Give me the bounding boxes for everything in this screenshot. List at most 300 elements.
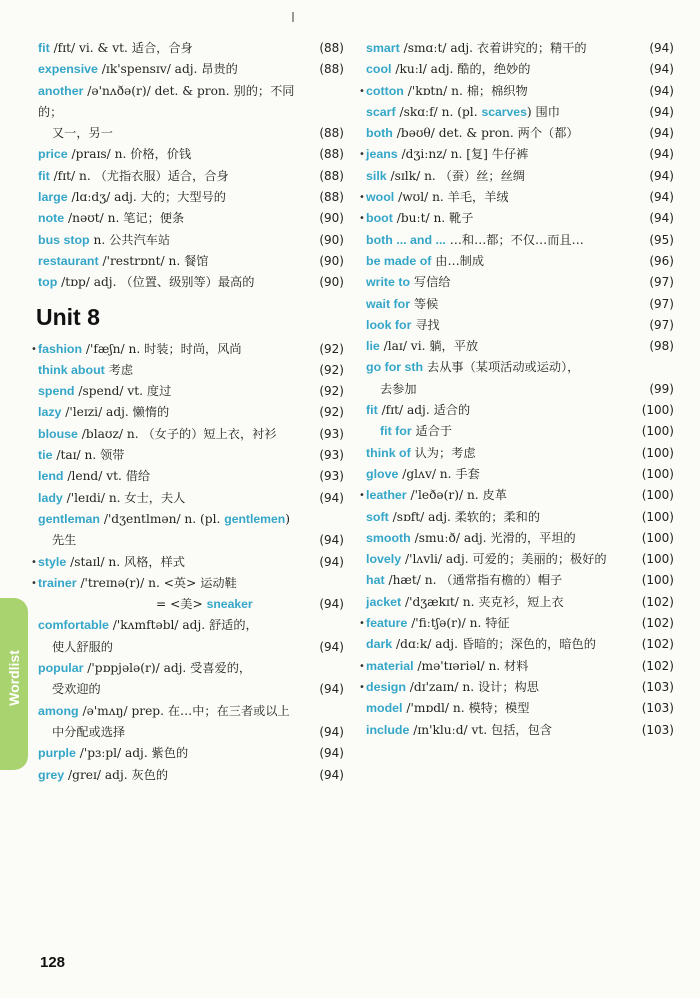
entry-line <box>38 41 193 55</box>
page-reference: (94) <box>649 104 674 119</box>
right-column <box>359 38 674 741</box>
list-item <box>366 102 674 123</box>
entry-line <box>38 190 226 204</box>
definition: /'leɪdi/ n. 女士，夫人 <box>62 490 186 505</box>
definition: /buːt/ n. 靴子 <box>392 211 474 226</box>
headword: fit <box>38 41 50 55</box>
headword: top <box>38 275 58 290</box>
page-reference: (92) <box>319 362 344 377</box>
definition: /spend/ vt. 度过 <box>74 384 172 399</box>
definition: /dɑːk/ adj. 昏暗的；深色的，暗色的 <box>392 637 596 652</box>
page-reference: (97) <box>649 317 674 332</box>
headword: cool <box>366 62 392 77</box>
page-reference: (96) <box>649 253 674 268</box>
headword: large <box>38 190 68 205</box>
headword: among <box>38 703 79 718</box>
page-reference: (100) <box>641 509 674 524</box>
page-reference: (97) <box>649 275 674 290</box>
list-item <box>359 208 674 229</box>
list-item <box>38 424 344 445</box>
page-reference: (92) <box>319 341 344 356</box>
entry-line <box>38 342 242 356</box>
page-reference: (88) <box>319 126 344 141</box>
headword: jacket <box>366 594 402 609</box>
entry-line <box>366 126 579 140</box>
definition: /'leðə(r)/ n. 皮革 <box>406 488 507 503</box>
side-tab <box>0 598 28 770</box>
entry-line <box>366 84 528 98</box>
definition: 写信给 <box>410 275 451 290</box>
entry-line <box>366 595 564 609</box>
headword: restaurant <box>38 253 99 268</box>
list-item <box>366 592 674 613</box>
definition: /skɑːf/ n. (pl. <box>395 104 482 119</box>
entry-line <box>366 659 528 673</box>
list-item <box>38 743 344 764</box>
page-reference: (100) <box>641 552 674 567</box>
definition-continued: 受欢迎的 <box>52 682 101 697</box>
list-item <box>38 38 344 59</box>
entry-line <box>38 618 258 632</box>
headword: fit <box>38 168 50 183</box>
page-reference: (94) <box>319 597 344 612</box>
page-reference: (94) <box>649 168 674 183</box>
page-reference: (94) <box>649 62 674 77</box>
definition: /laɪ/ vi. 躺，平放 <box>379 339 479 354</box>
headword: design <box>366 679 406 694</box>
page-reference: (94) <box>649 190 674 205</box>
definition: /bəʊθ/ det. & pron. 两个（都） <box>392 126 579 141</box>
entry-line <box>366 147 528 161</box>
side-tab-label: Wordlist <box>6 650 22 706</box>
page-reference: (94) <box>649 41 674 55</box>
entry-line <box>38 363 133 377</box>
equivalent-word: sneaker <box>206 597 253 612</box>
list-item <box>38 230 344 251</box>
definition: 由…制成 <box>431 253 485 268</box>
headword: fit <box>366 403 378 418</box>
headword: cotton <box>366 83 404 98</box>
definition-continued: 使人舒服的 <box>52 639 113 654</box>
entry-line <box>366 637 596 651</box>
list-item <box>359 613 674 634</box>
headword: scarf <box>366 104 396 119</box>
definition: /ɪk'spensɪv/ adj. 昂贵的 <box>97 62 238 77</box>
bullet-dot: • <box>359 149 365 161</box>
list-item <box>38 81 344 145</box>
page-reference: (93) <box>319 469 344 484</box>
entry-line <box>366 531 576 545</box>
entry-line <box>366 41 587 55</box>
page-reference: (94) <box>319 554 344 569</box>
definition: /'pɒpjələ(r)/ adj. 受喜爱的， <box>83 661 252 676</box>
definition: /greɪ/ adj. 灰色的 <box>64 767 169 782</box>
definition: /'dʒækɪt/ n. 夹克衫，短上衣 <box>401 594 564 609</box>
entry-line <box>366 446 476 460</box>
bullet-dot: • <box>359 192 365 204</box>
list-item <box>38 466 344 487</box>
unit-word-list <box>31 339 344 786</box>
list-item <box>366 634 674 655</box>
page-reference: (97) <box>649 296 674 311</box>
definition: /smuːð/ adj. 光滑的，平坦的 <box>410 530 576 545</box>
list-item <box>366 315 674 336</box>
list-item <box>366 59 674 80</box>
page-reference: (100) <box>641 445 674 460</box>
definition-continued: 中分配或选择 <box>52 724 126 739</box>
definition: /taɪ/ n. 领带 <box>52 448 125 463</box>
list-item <box>38 144 344 165</box>
definition: /praɪs/ n. 价格，价钱 <box>67 147 192 162</box>
list-item <box>38 187 344 208</box>
page-reference: (102) <box>641 616 674 631</box>
page-reference: (100) <box>641 573 674 588</box>
headword: popular <box>38 661 84 676</box>
headword: include <box>366 722 410 737</box>
definition: /dʒiːnz/ n. [复] 牛仔裤 <box>397 147 529 162</box>
list-item <box>359 485 674 506</box>
bullet-dot: • <box>31 556 37 568</box>
headword: go for sth <box>366 360 424 375</box>
page-reference: (94) <box>649 126 674 141</box>
definition-tail: ) <box>285 511 290 526</box>
left-top-list <box>38 38 344 294</box>
page-reference: (102) <box>641 637 674 652</box>
list-item <box>38 402 344 423</box>
headword: boot <box>366 211 393 226</box>
definition-continued: 先生 <box>52 533 77 548</box>
definition: /sɒft/ adj. 柔软的；柔和的 <box>388 509 541 524</box>
headword: silk <box>366 168 387 183</box>
headword: wait for <box>366 296 411 311</box>
page-reference: (100) <box>641 403 674 418</box>
page-reference: (92) <box>319 405 344 420</box>
headword: smooth <box>366 530 411 545</box>
list-item <box>359 187 674 208</box>
headword: feature <box>366 616 408 631</box>
entry-line <box>366 254 484 268</box>
list-item <box>38 488 344 509</box>
page-reference: (100) <box>641 530 674 545</box>
list-item <box>366 400 674 421</box>
list-item <box>366 272 674 293</box>
headword: comfortable <box>38 618 109 633</box>
definition: /dɪ'zaɪn/ n. 设计；构思 <box>405 679 539 694</box>
headword: hat <box>366 573 385 588</box>
headword: soft <box>366 509 389 524</box>
entry-line <box>38 746 188 760</box>
equivalent-prefix: = <美> <box>156 597 207 612</box>
definition: /fɪt/ n. （尤指衣服）适合，合身 <box>49 168 229 183</box>
page-reference: (100) <box>641 424 674 439</box>
definition: /tɒp/ adj. （位置、级别等）最高的 <box>57 275 255 290</box>
entry-line <box>38 147 191 161</box>
definition: …和…都；不仅…而且… <box>445 232 584 247</box>
headword: write to <box>366 275 411 290</box>
bullet-dot: • <box>31 343 37 355</box>
entry-line <box>366 467 480 481</box>
headword: lend <box>38 469 64 484</box>
page-reference: (94) <box>649 83 674 98</box>
list-item <box>38 208 344 229</box>
headword: note <box>38 211 65 226</box>
list-item <box>38 615 344 658</box>
definition: 寻找 <box>411 317 440 332</box>
page-reference: (88) <box>319 190 344 205</box>
list-item <box>366 507 674 528</box>
page-reference: (92) <box>319 384 344 399</box>
page-reference: (94) <box>319 682 344 697</box>
entry-line <box>38 555 185 569</box>
list-item <box>366 357 674 400</box>
plural-form: gentlemen <box>224 511 286 526</box>
bullet-dot: • <box>359 660 365 672</box>
definition: /kuːl/ adj. 酷的，绝妙的 <box>391 62 531 77</box>
list-item <box>359 81 674 102</box>
list-item <box>38 166 344 187</box>
headword: wool <box>366 190 395 205</box>
page-reference: (88) <box>319 147 344 162</box>
definition: /mə'tɪəriəl/ n. 材料 <box>413 658 529 673</box>
headword: both <box>366 126 393 141</box>
page-reference: (90) <box>319 275 344 290</box>
page-reference: (88) <box>319 168 344 183</box>
headword: leather <box>366 488 407 503</box>
definition: /ɪn'kluːd/ vt. 包括，包含 <box>409 722 552 737</box>
page-reference: (94) <box>319 767 344 782</box>
definition: 去从事（某项活动或运动）， <box>423 360 580 375</box>
tick-mark <box>292 12 294 22</box>
entry-line <box>38 704 290 718</box>
headword: grey <box>38 767 65 782</box>
headword: purple <box>38 746 76 761</box>
headword: spend <box>38 384 75 399</box>
headword: fashion <box>38 341 83 356</box>
headword: be made of <box>366 253 432 268</box>
list-item <box>38 509 344 552</box>
entry-line <box>38 211 184 225</box>
entry-line <box>366 169 525 183</box>
entry-line <box>38 275 254 289</box>
definition: 认为；考虑 <box>410 445 476 460</box>
headword: another <box>38 83 84 98</box>
list-item <box>38 59 344 80</box>
definition: /ə'mʌŋ/ prep. 在…中；在三者或以上 <box>78 703 290 718</box>
definition-tail: ) 围巾 <box>526 104 560 119</box>
list-item <box>366 570 674 591</box>
page-reference: (98) <box>649 339 674 354</box>
page-reference: (93) <box>319 448 344 463</box>
headword: glove <box>366 466 399 481</box>
definition: /staɪl/ n. 风格，样式 <box>66 554 185 569</box>
headword: gentleman <box>38 511 100 526</box>
page-reference: (100) <box>641 488 674 503</box>
left-column <box>31 38 344 786</box>
list-item <box>366 336 674 357</box>
entry-line <box>38 661 251 675</box>
list-item <box>38 360 344 381</box>
equivalent-line <box>38 594 304 615</box>
definition-continued: 又一，另一 <box>52 126 113 141</box>
definition: /blaʊz/ n. （女子的）短上衣，衬衫 <box>77 426 277 441</box>
definition: /hæt/ n. （通常指有檐的）帽子 <box>384 573 563 588</box>
entry-line <box>366 318 440 332</box>
list-item <box>366 549 674 570</box>
list-item <box>359 656 674 677</box>
list-item <box>366 528 674 549</box>
list-item <box>38 381 344 402</box>
list-item <box>31 573 344 616</box>
headword: model <box>366 701 403 716</box>
page-reference: (90) <box>319 232 344 247</box>
bullet-dot: • <box>359 618 365 630</box>
definition: /'pɜːpl/ adj. 紫色的 <box>75 746 189 761</box>
page-reference: (94) <box>319 533 344 548</box>
list-item <box>38 251 344 272</box>
definition: /'fæʃn/ n. 时装；时尚，风尚 <box>82 341 242 356</box>
definition: 等候 <box>410 296 439 311</box>
page-reference: (103) <box>641 701 674 716</box>
entry-line <box>366 552 607 566</box>
definition: /lɑːdʒ/ adj. 大的；大型号的 <box>67 190 226 205</box>
definition: /lend/ vt. 借给 <box>63 469 151 484</box>
list-item <box>366 698 674 719</box>
page-reference: (93) <box>319 426 344 441</box>
headword: price <box>38 147 68 162</box>
page-reference: (90) <box>319 211 344 226</box>
definition: /'mɒdl/ n. 模特；模型 <box>402 701 530 716</box>
entry-line <box>366 105 560 119</box>
headword: lovely <box>366 552 402 567</box>
entry-line <box>366 360 579 374</box>
definition: /'restrɒnt/ n. 餐馆 <box>98 253 209 268</box>
entry-line <box>366 403 470 417</box>
definition: /'kʌmftəbl/ adj. 舒适的， <box>108 618 258 633</box>
list-item <box>359 144 674 165</box>
definition: n. 公共汽车站 <box>89 232 171 247</box>
headword: jeans <box>366 147 398 162</box>
bullet-dot: • <box>359 681 365 693</box>
definition: /'kɒtn/ n. 棉；棉织物 <box>403 83 528 98</box>
definition: /ə'nʌðə(r)/ det. & pron. 别的；不同的； <box>38 83 295 119</box>
page-reference: (99) <box>649 381 674 396</box>
list-item <box>38 701 344 744</box>
headword: dark <box>366 637 393 652</box>
bullet-dot: • <box>359 490 365 502</box>
entry-line <box>38 427 277 441</box>
headword: look for <box>366 317 412 332</box>
page-reference: (90) <box>319 253 344 268</box>
entry-line <box>38 233 170 247</box>
entry-line <box>38 254 208 268</box>
list-item <box>38 445 344 466</box>
page-reference: (102) <box>641 658 674 673</box>
list-item <box>366 720 674 741</box>
entry-line <box>366 275 451 289</box>
entry-line <box>366 190 509 204</box>
page-reference: (103) <box>641 722 674 737</box>
page-reference: (94) <box>319 724 344 739</box>
bullet-dot: • <box>31 577 37 589</box>
list-item <box>31 552 344 573</box>
headword: both ... and ... <box>366 232 446 247</box>
headword: lazy <box>38 405 62 420</box>
bullet-dot: • <box>359 213 365 225</box>
headword: think about <box>38 362 105 377</box>
list-item <box>366 38 674 59</box>
definition: /'leɪzi/ adj. 懒惰的 <box>61 405 170 420</box>
headword: trainer <box>38 575 77 590</box>
plural-form: scarves <box>481 104 527 119</box>
page-reference: (95) <box>649 232 674 247</box>
entry-line <box>38 512 290 526</box>
entry-line <box>38 405 169 419</box>
definition: /'lʌvli/ adj. 可爱的；美丽的；极好的 <box>401 552 607 567</box>
headword: smart <box>366 41 400 55</box>
entry-line <box>38 84 294 119</box>
list-item <box>38 658 344 701</box>
entry-line <box>366 424 452 438</box>
definition: /fɪt/ vi. & vt. 适合，合身 <box>49 41 193 55</box>
list-item <box>31 339 344 360</box>
definition: /'treɪnə(r)/ n. <英> 运动鞋 <box>76 575 237 590</box>
definition: 适合于 <box>411 424 453 439</box>
page-reference: (88) <box>319 41 344 55</box>
definition: /nəʊt/ n. 笔记；便条 <box>64 211 185 226</box>
list-item <box>366 294 674 315</box>
list-item <box>366 464 674 485</box>
entry-line <box>366 723 552 737</box>
entry-line <box>366 62 530 76</box>
list-item <box>366 443 674 464</box>
page-reference: (94) <box>319 746 344 761</box>
definition: /'fiːtʃə(r)/ n. 特征 <box>407 616 510 631</box>
definition-continued: 去参加 <box>380 381 417 396</box>
entry-line <box>38 62 238 76</box>
definition: /glʌv/ n. 手套 <box>398 466 480 481</box>
definition: /wʊl/ n. 羊毛，羊绒 <box>394 190 509 205</box>
entry-line <box>366 616 510 630</box>
entry-line <box>38 169 229 183</box>
list-item <box>366 166 674 187</box>
list-item <box>366 251 674 272</box>
entry-line <box>366 297 438 311</box>
right-word-list <box>359 38 674 741</box>
entry-line <box>366 680 539 694</box>
entry-line <box>38 469 150 483</box>
headword: lie <box>366 339 380 354</box>
entry-line <box>366 573 562 587</box>
page-number: 128 <box>40 954 66 971</box>
entry-line <box>38 768 168 782</box>
headword: think of <box>366 445 411 460</box>
headword: material <box>366 658 414 673</box>
entry-line <box>38 384 171 398</box>
list-item <box>366 230 674 251</box>
headword: lady <box>38 490 63 505</box>
list-item <box>366 421 674 442</box>
definition: /fɪt/ adj. 适合的 <box>377 403 471 418</box>
page-reference: (94) <box>319 490 344 505</box>
entry-line <box>366 339 478 353</box>
page-reference: (102) <box>641 594 674 609</box>
list-item <box>366 123 674 144</box>
page-reference: (103) <box>641 679 674 694</box>
entry-line <box>366 233 584 247</box>
headword: blouse <box>38 426 78 441</box>
entry-line <box>38 491 185 505</box>
definition: /'dʒentlmən/ n. (pl. <box>99 511 225 526</box>
